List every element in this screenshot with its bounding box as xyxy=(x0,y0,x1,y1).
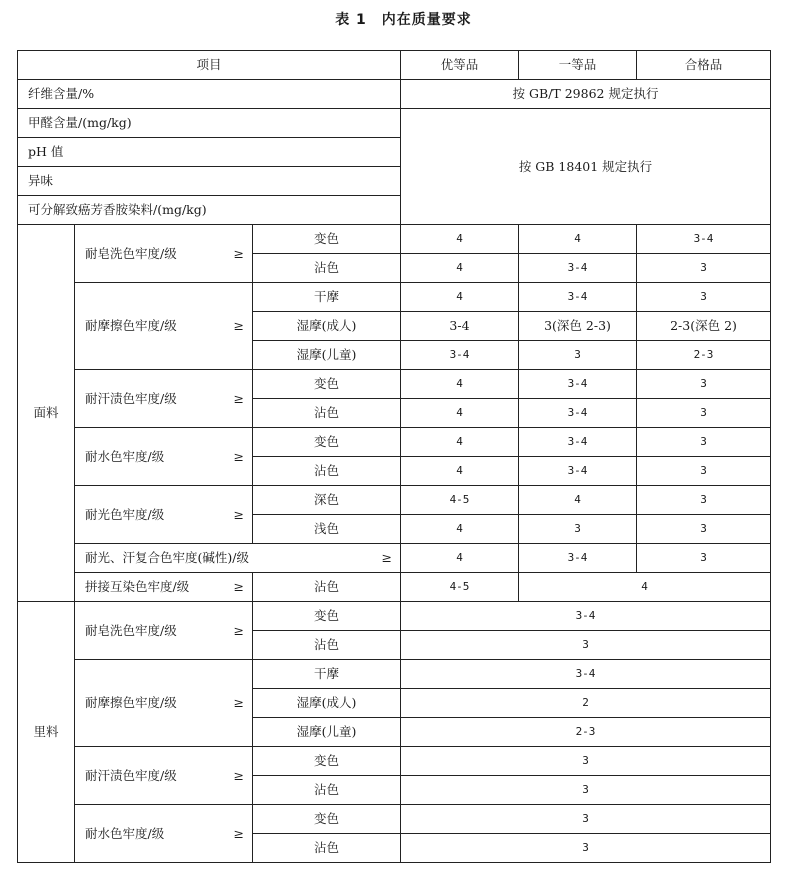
value-cell: 4 xyxy=(519,573,771,602)
sub-item: 变色 xyxy=(253,805,401,834)
face-light-label xyxy=(75,486,253,544)
value-cell: 3-4 xyxy=(637,225,771,254)
value-cell: 4-5 xyxy=(401,573,519,602)
header-item: 项目 xyxy=(18,51,401,80)
header-row xyxy=(18,51,771,80)
value-cell: 3-4 xyxy=(519,283,637,312)
value-cell: 3 xyxy=(519,341,637,370)
item-name: 耐摩擦色牢度/级 xyxy=(85,318,177,333)
value-cell: 3-4 xyxy=(401,602,771,631)
sub-item: 湿摩(儿童) xyxy=(253,341,401,370)
item-name: 耐水色牢度/级 xyxy=(85,448,165,464)
item-name: 耐水色牢度/级 xyxy=(85,825,165,841)
sub-item: 变色 xyxy=(253,602,401,631)
value-cell: 3 xyxy=(637,515,771,544)
value-cell: 4-5 xyxy=(401,486,519,515)
ge-sign: ≥ xyxy=(233,767,244,783)
lining-rubbing-label xyxy=(75,660,253,747)
value-cell: 3 xyxy=(637,428,771,457)
sub-item: 干摩 xyxy=(253,660,401,689)
face-sweat-label xyxy=(75,370,253,428)
header-grade-superior: 优等品 xyxy=(401,51,519,80)
face-light-sweat-label xyxy=(75,544,401,573)
table-row xyxy=(18,660,771,689)
sub-item: 湿摩(儿童) xyxy=(253,718,401,747)
value-cell: 3-4 xyxy=(519,544,637,573)
value-cell: 3 xyxy=(401,631,771,660)
value-cell: 3 xyxy=(401,805,771,834)
table-row xyxy=(18,544,771,573)
value-cell: 4 xyxy=(401,283,519,312)
ge-sign: ≥ xyxy=(233,318,244,333)
sub-item: 干摩 xyxy=(253,283,401,312)
table-row xyxy=(18,747,771,776)
sub-item: 沾色 xyxy=(253,776,401,805)
value-cell: 4 xyxy=(401,225,519,254)
azo-dye-label: 可分解致癌芳香胺染料/(mg/kg) xyxy=(18,196,401,225)
value-cell: 3-4 xyxy=(519,254,637,283)
value-cell: 3-4 xyxy=(401,312,519,341)
item-name: 耐摩擦色牢度/级 xyxy=(85,695,177,710)
ge-sign: ≥ xyxy=(233,448,244,464)
value-cell: 3-4 xyxy=(519,457,637,486)
sub-item: 变色 xyxy=(253,370,401,399)
header-grade-qualified: 合格品 xyxy=(637,51,771,80)
value-cell: 3(深色 2-3) xyxy=(519,312,637,341)
value-cell: 3-4 xyxy=(519,428,637,457)
lining-washing-label xyxy=(75,602,253,660)
value-cell: 3 xyxy=(519,515,637,544)
fiber-content-value: 按 GB/T 29862 规定执行 xyxy=(401,80,771,109)
sub-item: 沾色 xyxy=(253,457,401,486)
table-row xyxy=(18,805,771,834)
table-title: 表 1 内在质量要求 xyxy=(335,12,472,28)
value-cell: 2-3 xyxy=(401,718,771,747)
value-cell: 3-4 xyxy=(401,660,771,689)
ge-sign: ≥ xyxy=(233,245,244,261)
value-cell: 4 xyxy=(519,225,637,254)
value-cell: 3 xyxy=(637,544,771,573)
sub-item: 变色 xyxy=(253,747,401,776)
quality-table xyxy=(17,50,771,863)
value-cell: 3 xyxy=(637,283,771,312)
item-name: 耐皂洗色牢度/级 xyxy=(85,245,177,261)
value-cell: 3 xyxy=(637,399,771,428)
table-row xyxy=(18,486,771,515)
table-row xyxy=(18,109,771,138)
item-name: 耐汗渍色牢度/级 xyxy=(85,767,177,783)
odor-label: 异味 xyxy=(18,167,401,196)
value-cell: 4 xyxy=(401,515,519,544)
ge-sign: ≥ xyxy=(233,622,244,638)
sub-item: 变色 xyxy=(253,428,401,457)
table-row xyxy=(18,80,771,109)
ph-label: pH 值 xyxy=(18,138,401,167)
face-washing-label xyxy=(75,225,253,283)
sub-item: 深色 xyxy=(253,486,401,515)
value-cell: 3-4 xyxy=(401,341,519,370)
value-cell: 4 xyxy=(401,399,519,428)
ge-sign: ≥ xyxy=(233,695,244,710)
fiber-content-label: 纤维含量/% xyxy=(18,80,401,109)
lining-label: 里料 xyxy=(18,602,75,863)
table-row xyxy=(18,428,771,457)
sub-item: 湿摩(成人) xyxy=(253,312,401,341)
face-seam-label xyxy=(75,573,253,602)
value-cell: 3 xyxy=(401,834,771,863)
gb18401-value: 按 GB 18401 规定执行 xyxy=(401,109,771,225)
value-cell: 3-4 xyxy=(519,399,637,428)
item-name: 耐光、汗复合色牢度(碱性)/级 xyxy=(85,550,249,565)
item-name: 耐汗渍色牢度/级 xyxy=(85,390,177,406)
sub-item: 沾色 xyxy=(253,573,401,602)
table-row xyxy=(18,602,771,631)
table-row xyxy=(18,573,771,602)
lining-sweat-label xyxy=(75,747,253,805)
ge-sign: ≥ xyxy=(381,550,392,565)
value-cell: 2 xyxy=(401,689,771,718)
ge-sign: ≥ xyxy=(233,390,244,406)
sub-item: 沾色 xyxy=(253,399,401,428)
value-cell: 3 xyxy=(637,254,771,283)
face-rubbing-label xyxy=(75,283,253,370)
ge-sign: ≥ xyxy=(233,506,244,522)
table-row xyxy=(18,370,771,399)
sub-item: 浅色 xyxy=(253,515,401,544)
value-cell: 3 xyxy=(401,776,771,805)
value-cell: 3 xyxy=(637,457,771,486)
value-cell: 3-4 xyxy=(519,370,637,399)
sub-item: 沾色 xyxy=(253,254,401,283)
sub-item: 沾色 xyxy=(253,631,401,660)
value-cell: 3 xyxy=(637,486,771,515)
value-cell: 4 xyxy=(401,544,519,573)
value-cell: 2-3 xyxy=(637,341,771,370)
face-water-label xyxy=(75,428,253,486)
ge-sign: ≥ xyxy=(233,579,244,594)
value-cell: 4 xyxy=(401,428,519,457)
formaldehyde-label: 甲醛含量/(mg/kg) xyxy=(18,109,401,138)
face-fabric-label: 面料 xyxy=(18,225,75,602)
item-name: 耐光色牢度/级 xyxy=(85,506,165,522)
value-cell: 3 xyxy=(637,370,771,399)
sub-item: 沾色 xyxy=(253,834,401,863)
sub-item: 变色 xyxy=(253,225,401,254)
value-cell: 4 xyxy=(401,370,519,399)
table-row xyxy=(18,283,771,312)
value-cell: 4 xyxy=(519,486,637,515)
table-row xyxy=(18,225,771,254)
value-cell: 4 xyxy=(401,457,519,486)
sub-item: 湿摩(成人) xyxy=(253,689,401,718)
ge-sign: ≥ xyxy=(233,825,244,841)
item-name: 拼接互染色牢度/级 xyxy=(85,579,190,594)
header-grade-first: 一等品 xyxy=(519,51,637,80)
value-cell: 4 xyxy=(401,254,519,283)
value-cell: 2-3(深色 2) xyxy=(637,312,771,341)
item-name: 耐皂洗色牢度/级 xyxy=(85,622,177,638)
value-cell: 3 xyxy=(401,747,771,776)
lining-water-label xyxy=(75,805,253,863)
